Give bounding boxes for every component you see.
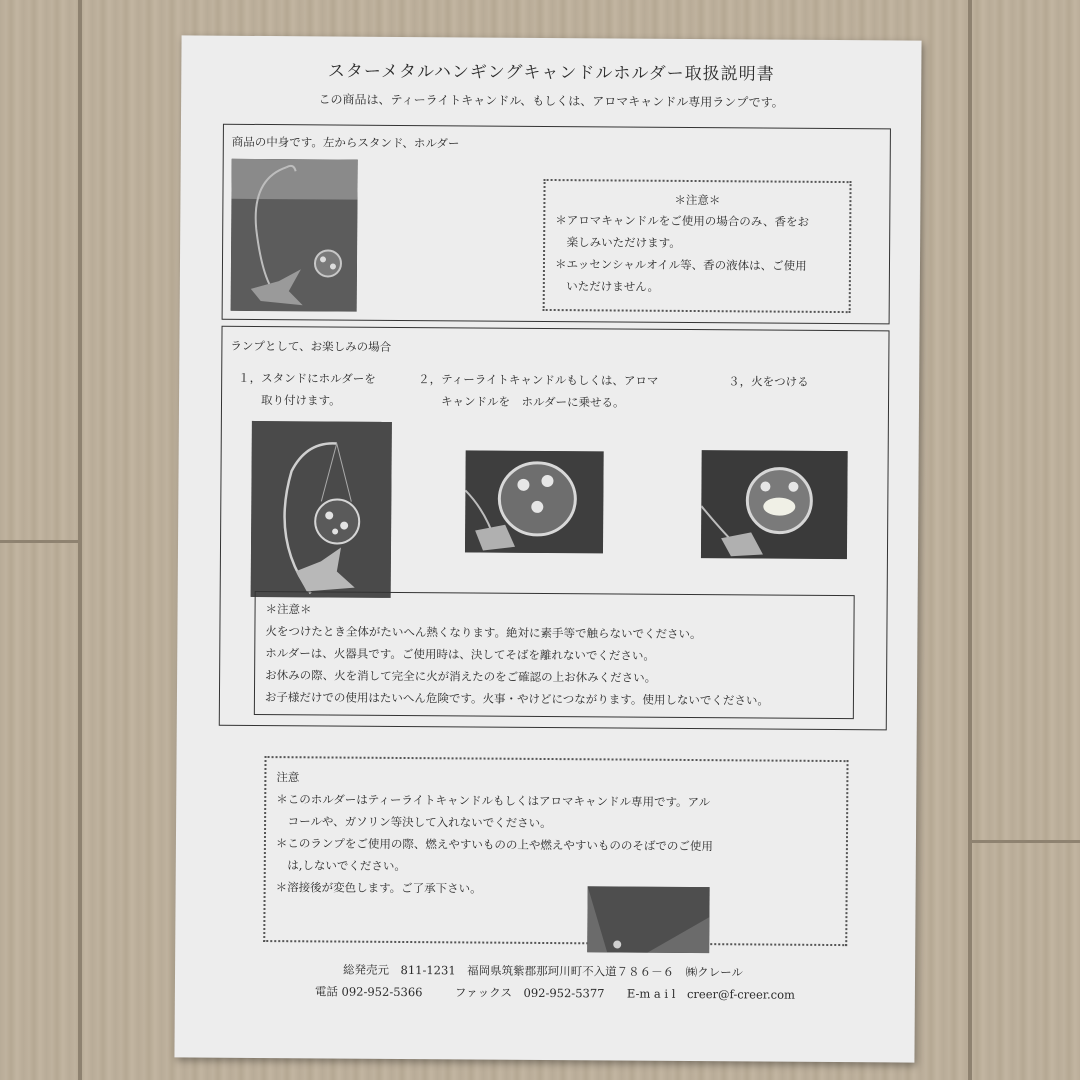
caution-line: コールや、ガソリン等決して入れないでください。 (276, 814, 552, 831)
step-1 (238, 367, 376, 412)
fax-number: ファックス 092-952-5377 (454, 985, 605, 1001)
contents-note (543, 179, 852, 313)
caution-line: ＊溶接後が変色します。ご了承下さい。 (275, 880, 482, 896)
contents-heading: 商品の中身です。左からスタンド、ホルダー (231, 134, 460, 151)
usage-warning-title: ＊注意＊ (265, 602, 312, 617)
step-2-photo (465, 450, 604, 553)
step-3-photo (701, 450, 848, 559)
phone-number: 電話 092-952-5366 (314, 984, 423, 1000)
email-address: E-m a i l creer@f-creer.com (626, 986, 796, 1002)
stand-and-holder-illustration (231, 159, 358, 312)
contents-note-line: いただけません。 (554, 279, 660, 294)
weld-discoloration-photo (587, 886, 709, 953)
contents-note-line: ＊エッセンシャルオイル等、香の液体は、ご使用 (554, 257, 807, 273)
document-title: スターメタルハンギングキャンドルホルダー取扱説明書 (327, 61, 775, 85)
hanging-holder-illustration (251, 421, 392, 598)
step-3 (728, 370, 809, 393)
step-3-line1: ３，火をつける (728, 374, 809, 389)
step-1-photo (251, 421, 392, 598)
caution-section (263, 756, 848, 946)
usage-section (219, 326, 890, 731)
contents-note-title: ＊注意＊ (674, 192, 721, 208)
instruction-sheet (174, 35, 921, 1062)
usage-warning (254, 591, 855, 719)
contents-note-line: ＊アロマキャンドルをご使用の場合のみ、香をお (555, 213, 810, 229)
step-2-line2: キャンドルを ホルダーに乗せる。 (417, 394, 625, 410)
weld-closeup-illustration (587, 886, 709, 953)
candle-in-holder-illustration (465, 450, 604, 553)
usage-warning-line: お休みの際、火を消して完全に火が消えたのをご確認の上お休みください。 (265, 668, 657, 685)
caution-line: ＊このホルダーはティーライトキャンドルもしくはアロマキャンドル専用です。アル (276, 792, 711, 810)
lit-candle-illustration (701, 450, 848, 559)
step-1-line2: 取り付けます。 (237, 392, 341, 408)
contents-section (222, 124, 891, 325)
caution-line: ＊このランプをご使用の際、燃えやすいものの上や燃えやすいもののそばでのご使用 (275, 836, 713, 854)
caution-line: は,しないでください。 (275, 858, 406, 874)
product-contents-photo (231, 159, 358, 312)
floor-seam (968, 840, 1080, 843)
document-subtitle: この商品は、ティーライトキャンドル、もしくは、アロマキャンドル専用ランプです。 (318, 92, 784, 110)
usage-heading: ランプとして、お楽しみの場合 (230, 338, 392, 354)
usage-warning-line: お子様だけでの使用はたいへん危険です。火事・やけどにつながります。使用しないでください。 (264, 690, 769, 708)
step-2-line1: ２，ティーライトキャンドルもしくは、アロマ (418, 372, 659, 388)
floor-seam (0, 540, 80, 543)
floor-seam (968, 0, 972, 1080)
step-1-line1: １，スタンドにホルダーを (238, 370, 376, 386)
step-2 (418, 368, 659, 414)
usage-warning-line: 火をつけたとき全体がたいへん熱くなります。絶対に素手等で触らないでください。 (265, 624, 702, 642)
distributor-info: 総発売元 811-1231 福岡県筑紫郡那珂川町不入道７８６－６ ㈱クレール (343, 962, 743, 980)
caution-title: 注意 (276, 770, 300, 785)
contents-note-line: 楽しみいただけます。 (555, 235, 681, 250)
usage-warning-line: ホルダーは、火器具です。ご使用時は、決してそばを離れないでください。 (265, 646, 655, 663)
